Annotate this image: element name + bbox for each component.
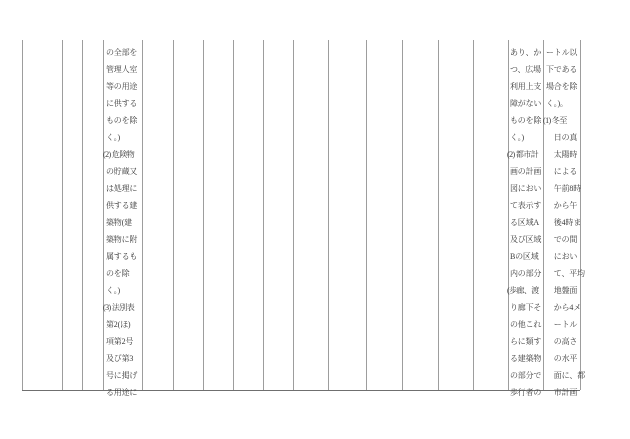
table-column-border	[328, 40, 329, 390]
text-line: 項第2号	[106, 337, 134, 346]
text-line: ものを除	[106, 116, 138, 125]
text-line: ートル	[546, 320, 578, 329]
text-line: 利用上支	[510, 82, 542, 91]
text-line: (2) 都市計	[507, 150, 539, 159]
table-column-border	[438, 40, 439, 390]
text-line: 築物(建	[106, 218, 132, 227]
text-line: る建築物	[510, 354, 542, 363]
text-line: の貯蔵又	[106, 167, 138, 176]
text-line: く。)	[510, 133, 524, 142]
text-line: 場合を除	[546, 82, 578, 91]
text-line: て、平均	[546, 269, 585, 278]
table-column-border	[263, 40, 264, 390]
text-line: に供する	[106, 99, 138, 108]
text-line: ートル以	[546, 48, 578, 57]
text-line: り廊下そ	[510, 303, 542, 312]
text-line: く。)	[106, 133, 120, 142]
text-line: 内の部分	[510, 269, 542, 278]
text-line: 午前8時	[546, 184, 581, 193]
text-line: の全部を	[106, 48, 138, 57]
right-text-column-2	[543, 44, 585, 401]
table-grid	[22, 40, 585, 397]
table-column-border	[22, 40, 23, 390]
text-line: (1) 冬至	[543, 116, 567, 125]
text-line: Bの区域	[510, 252, 539, 261]
text-line: による	[546, 167, 578, 176]
right-text-column-1	[507, 44, 546, 401]
text-line: 画の計画	[510, 167, 542, 176]
table-column-border	[293, 40, 294, 390]
text-line: 後4時ま	[546, 218, 581, 227]
text-line: 地盤面	[546, 286, 578, 295]
text-line: から午	[546, 201, 578, 210]
table-column-border	[366, 40, 367, 390]
text-line: つ、広場	[510, 65, 541, 74]
text-line: 障がない	[510, 99, 542, 108]
text-line: から4メ	[546, 303, 581, 312]
text-line: 及び区域	[510, 235, 542, 244]
text-line: 供する建	[106, 201, 138, 210]
table-column-border	[203, 40, 204, 390]
text-line: 面に、都	[546, 371, 585, 380]
text-line: の水平	[546, 354, 578, 363]
text-line: ものを除	[510, 116, 542, 125]
text-line: 及び第3	[106, 354, 134, 363]
table-column-border	[103, 40, 104, 390]
text-line: (3) 法別表	[103, 303, 135, 312]
text-line: 第2(ほ)	[106, 320, 131, 329]
table-column-border	[508, 40, 509, 390]
text-line: る区域A	[510, 218, 539, 227]
text-line: 等の用途	[106, 82, 138, 91]
text-line: あり、か	[510, 48, 542, 57]
text-line: 下である	[546, 65, 578, 74]
text-line: る用途に	[106, 388, 138, 397]
table-column-border	[233, 40, 234, 390]
text-line: く。)	[106, 286, 120, 295]
table-column-border	[142, 40, 143, 390]
text-line: 管理人室	[106, 65, 138, 74]
text-line: 歩行者の	[510, 388, 542, 397]
text-line: のを除	[106, 269, 130, 278]
text-line: 図におい	[510, 184, 542, 193]
left-text-column	[103, 44, 142, 401]
table-column-border	[473, 40, 474, 390]
text-line: (歩廊、渡	[507, 286, 539, 295]
text-line: 築物に附	[106, 235, 138, 244]
text-line: て表示す	[510, 201, 542, 210]
text-line: 属するも	[106, 252, 138, 261]
text-line: 号に掲げ	[106, 371, 138, 380]
text-line: での間	[546, 235, 578, 244]
text-line: 太陽時	[546, 150, 578, 159]
text-line: の他これ	[510, 320, 542, 329]
text-line: の部分で	[510, 371, 542, 380]
table-column-border	[62, 40, 63, 390]
text-line: におい	[546, 252, 578, 261]
text-line: (2) 危険物	[103, 150, 135, 159]
table-column-border	[402, 40, 403, 390]
text-line: 日の真	[546, 133, 578, 142]
text-line: らに類す	[510, 337, 542, 346]
text-line: の高さ	[546, 337, 578, 346]
text-line: く。)。	[546, 99, 568, 108]
table-column-border	[82, 40, 83, 390]
text-line: は処理に	[106, 184, 138, 193]
text-line: 市計画	[546, 388, 578, 397]
table-column-border	[173, 40, 174, 390]
